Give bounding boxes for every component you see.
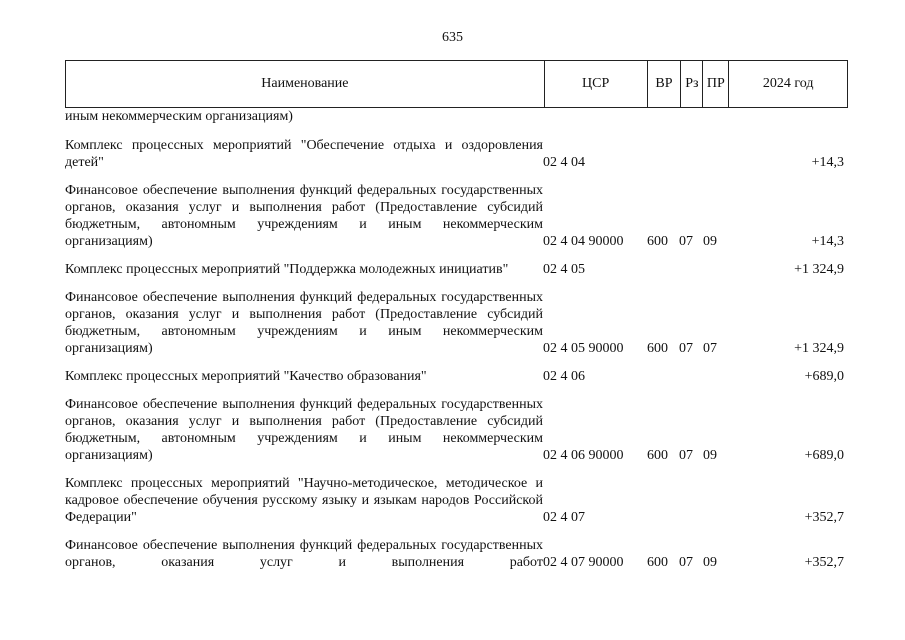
table-row: [65, 537, 848, 571]
table-row: [65, 108, 848, 125]
table-row: [65, 137, 848, 171]
row-amount: +14,3: [811, 155, 844, 170]
table-row: [65, 368, 848, 385]
row-amount: +1 324,9: [794, 262, 844, 277]
row-name: Финансовое обеспечение выполнения функций федеральных государственных органов, оказания услуг и выполнения работ (Предоставление субсидий бюджетным, автономным учреждениям и иным некоммерческим организациям): [65, 183, 543, 249]
header-name: Наименование: [66, 61, 545, 107]
row-csr: 02 4 05: [543, 262, 585, 277]
row-rz: 07: [679, 448, 693, 463]
row-vr: 600: [647, 448, 668, 463]
row-vr: 600: [647, 555, 668, 570]
header-vr: ВР: [648, 61, 682, 107]
row-csr: 02 4 04 90000: [543, 234, 624, 249]
header-csr: ЦСР: [545, 61, 648, 107]
row-amount: +352,7: [804, 510, 844, 525]
table-row: [65, 289, 848, 357]
header-rz: Рз: [681, 61, 703, 107]
table-row: [65, 475, 848, 526]
row-name: Финансовое обеспечение выполнения функций федеральных государственных органов, оказания услуг и выполнения работ (Предоставление субсидий бюджетным, автономным учреждениям и иным некоммерческим организациям): [65, 290, 543, 356]
row-amount: +1 324,9: [794, 341, 844, 356]
row-csr: 02 4 07 90000: [543, 555, 624, 570]
row-name: иным некоммерческим организациям): [65, 109, 293, 124]
row-amount: +352,7: [804, 555, 844, 570]
table-row: [65, 261, 848, 278]
row-csr: 02 4 05 90000: [543, 341, 624, 356]
row-name: Комплекс процессных мероприятий "Поддержка молодежных инициатив": [65, 262, 509, 277]
header-year: 2024 год: [762, 76, 814, 91]
row-pr: 09: [703, 234, 717, 249]
table-row: [65, 182, 848, 250]
table-header: [65, 60, 848, 108]
row-pr: 07: [703, 341, 717, 356]
row-name: Комплекс процессных мероприятий "Обеспечение отдыха и оздоровления детей": [65, 138, 543, 170]
row-amount: +14,3: [811, 234, 844, 249]
row-rz: 07: [679, 234, 693, 249]
row-vr: 600: [647, 341, 668, 356]
table-body: [65, 108, 848, 571]
row-csr: 02 4 04: [543, 155, 585, 170]
row-pr: 09: [703, 448, 717, 463]
row-csr: 02 4 07: [543, 510, 585, 525]
row-rz: 07: [679, 555, 693, 570]
row-name: Финансовое обеспечение выполнения функций федеральных государственных органов, оказания услуг и выполнения работ (Предоставление субсидий бюджетным, автономным учреждениям и иным некоммерческим организациям): [65, 397, 543, 463]
row-csr: 02 4 06 90000: [543, 448, 624, 463]
row-name: Комплекс процессных мероприятий "Качество образования": [65, 369, 427, 384]
table-row: [65, 396, 848, 464]
header-pr: ПР: [703, 61, 729, 107]
row-name: Комплекс процессных мероприятий "Научно-методическое, методическое и кадровое обеспечение обучения русскому языку и языкам народов Российской Федерации": [65, 476, 543, 525]
page-number: 635: [442, 30, 463, 45]
row-amount: +689,0: [804, 369, 844, 384]
row-amount: +689,0: [804, 448, 844, 463]
row-rz: 07: [679, 341, 693, 356]
row-csr: 02 4 06: [543, 369, 585, 384]
row-vr: 600: [647, 234, 668, 249]
row-name: Финансовое обеспечение выполнения функций федеральных государственных органов, оказания услуг и выполнения работ: [65, 538, 543, 570]
row-pr: 09: [703, 555, 717, 570]
